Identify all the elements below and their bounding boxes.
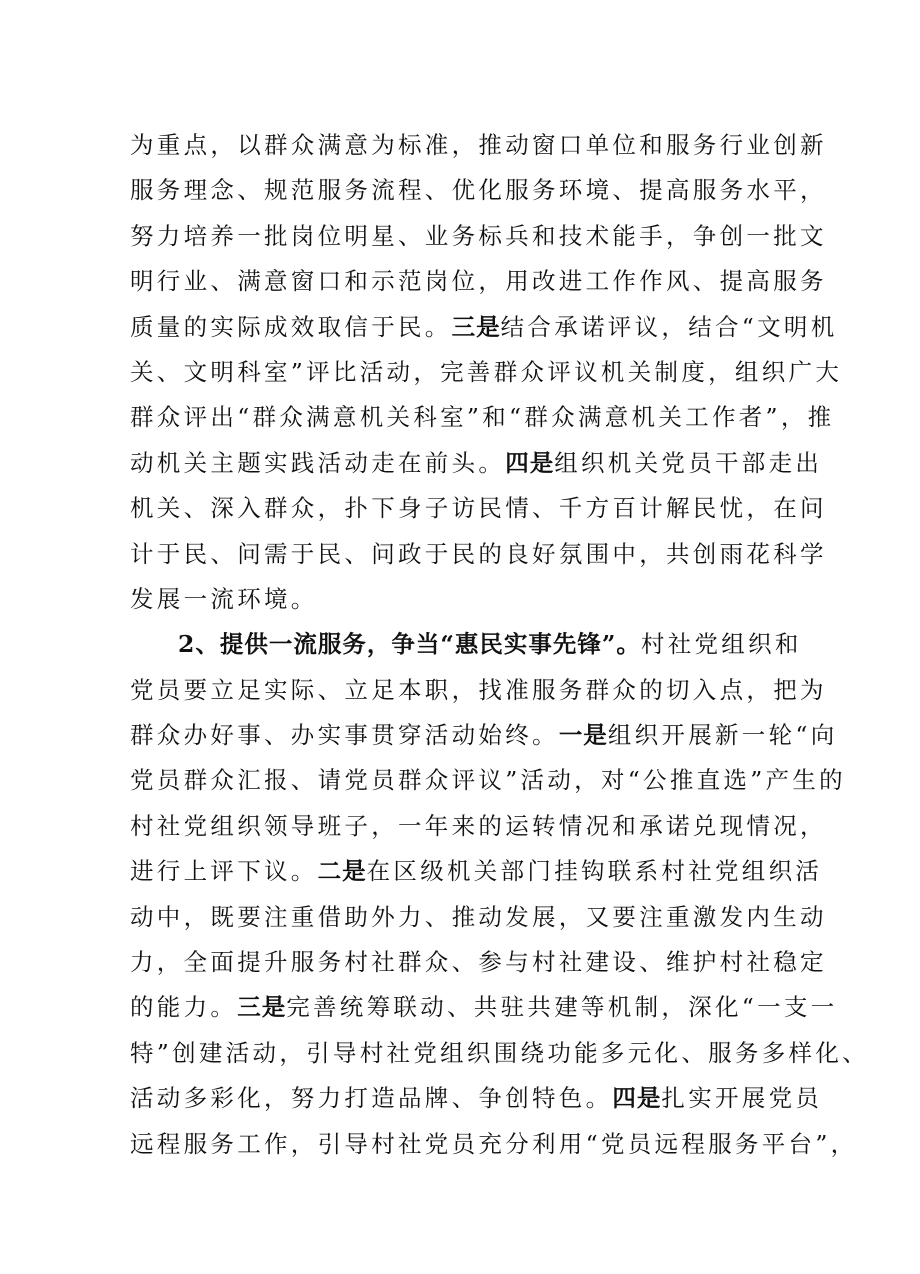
text-run: 村社党组织和 (640, 630, 802, 659)
text-run: 的能力。 (130, 993, 238, 1022)
emphasis-si-shi: 四是 (505, 448, 555, 477)
text-line: 关、文明科室”评比活动，完善群众评议机关制度，组织广大 (130, 357, 843, 386)
text-run: 扎实开展党员 (661, 1084, 823, 1113)
text-run: 组织开展新一轮“向 (607, 721, 838, 750)
text-line: 为重点，以群众满意为标准，推动窗口单位和服务行业创新 (130, 131, 827, 159)
emphasis-er-shi: 二是 (317, 857, 367, 886)
text-line (130, 622, 810, 667)
text-run: 质量的实际成效取信于民。 (130, 312, 452, 341)
text-line: 群众评出“群众满意机关科室”和“群众满意机关工作者”，推 (130, 403, 835, 432)
text-line: 村社党组织领导班子，一年来的运转情况和承诺兑现情况， (130, 811, 827, 840)
text-run: 活动多彩化，努力打造品牌、争创特色。 (130, 1084, 613, 1113)
text-line (130, 305, 838, 350)
text-run: 动机关主题实践活动走在前头。 (130, 448, 506, 477)
text-line (130, 441, 823, 486)
text-run: 群众办好事、办实事贯穿活动始终。 (130, 721, 559, 750)
text-line (130, 713, 838, 758)
section-heading: 2、提供一流服务，争当“惠民实事先锋”。 (178, 630, 641, 659)
text-run: 在区级机关部门挂钩联系村社党组织活 (366, 857, 823, 886)
paragraph-1 (130, 123, 843, 622)
emphasis-san-shi: 三是 (237, 993, 287, 1022)
text-run: 完善统筹联动、共驻共建等机制，深化“一支一 (286, 993, 838, 1022)
emphasis-san-shi: 三是 (451, 312, 501, 341)
text-line: 计于民、问需于民、问政于民的良好氛围中，共创雨花科学 (130, 539, 827, 568)
text-line: 党员要立足实际、立足本职，找准服务群众的切入点，把为 (130, 675, 827, 704)
text-line: 服务理念、规范服务流程、优化服务环境、提高服务水平， (130, 176, 827, 205)
text-line: 明行业、满意窗口和示范岗位，用改进工作作风、提高服务 (130, 267, 827, 296)
text-line (130, 985, 838, 1030)
text-line: 力，全面提升服务村社群众、参与村社建设、维护村社稳定 (130, 948, 827, 977)
text-line: 远程服务工作，引导村社党员充分利用“党员远程服务平台”， (130, 1129, 858, 1158)
text-run: 组织机关党员干部走出 (554, 448, 823, 477)
text-line: 努力培养一批岗位明星、业务标兵和技术能手，争创一批文 (130, 221, 827, 250)
emphasis-yi-shi: 一是 (558, 721, 608, 750)
emphasis-si-shi: 四是 (612, 1084, 662, 1113)
text-line: 党员群众汇报、请党员群众评议”活动，对“公推直选”产生的 (130, 766, 846, 795)
text-line: 特”创建活动，引导村社党组织围绕功能多元化、服务多样化、 (130, 1038, 869, 1067)
text-line (130, 1076, 823, 1121)
document-body (130, 123, 869, 1167)
paragraph-2 (130, 622, 869, 1167)
text-line (130, 849, 823, 894)
text-line: 机关、深入群众，扑下身子访民情、千方百计解民忧，在问 (130, 494, 827, 523)
text-line: 动中，既要注重借助外力、推动发展，又要注重激发内生动 (130, 902, 827, 931)
text-run: 结合承诺评议，结合“文明机 (500, 312, 838, 341)
text-run: 进行上评下议。 (130, 857, 318, 886)
text-line: 发展一流环境。 (130, 584, 318, 613)
